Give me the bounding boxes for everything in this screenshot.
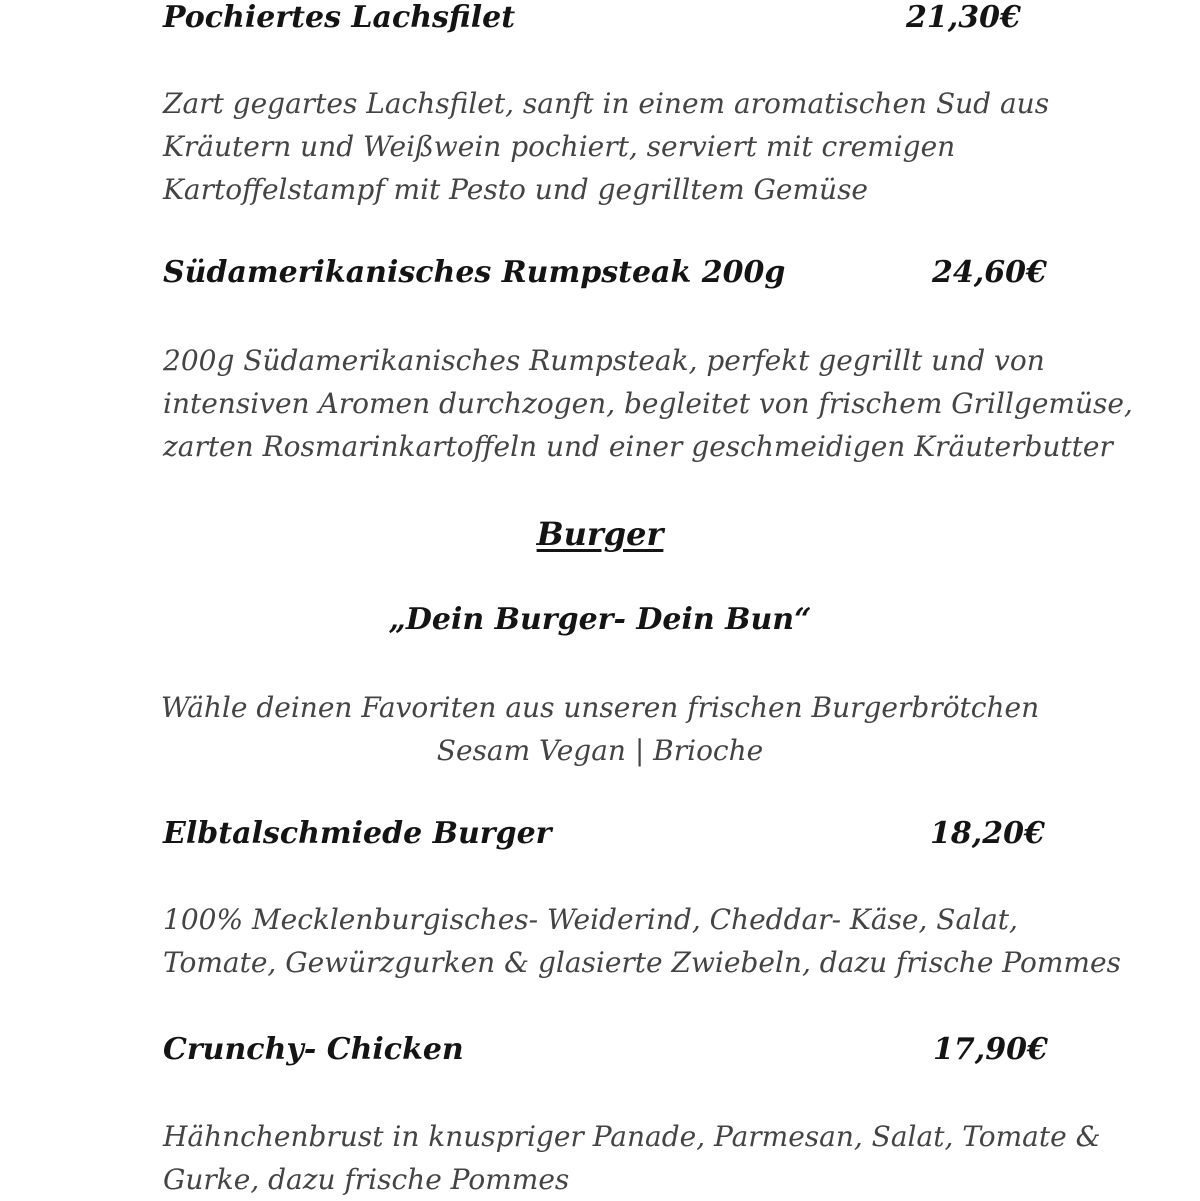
dish-price-lachsfilet: 21,30€	[906, 0, 1021, 35]
dish-description-rumpsteak	[163, 339, 1133, 468]
section-tagline: „Dein Burger- Dein Bun“	[388, 602, 812, 637]
description-line: Hähnchenbrust in knuspriger Panade, Parmesan, Salat, Tomate &	[163, 1120, 1101, 1153]
dish-price-elbtalschmiede-burger: 18,20€	[930, 816, 1045, 851]
dish-title-elbtalschmiede-burger: Elbtalschmiede Burger	[163, 816, 552, 851]
description-line: 200g Südamerikanisches Rumpsteak, perfekt gegrillt und von	[163, 344, 1045, 377]
description-line: Zart gegartes Lachsfilet, sanft in einem aromatischen Sud aus	[163, 87, 1050, 120]
section-heading-burger: Burger	[536, 515, 664, 553]
dish-price-rumpsteak: 24,60€	[932, 255, 1047, 290]
description-line: intensiven Aromen durchzogen, begleitet von frischem Grillgemüse,	[163, 387, 1133, 420]
dish-description-crunchy-chicken	[163, 1115, 1101, 1201]
intro-line: Sesam Vegan | Brioche	[436, 734, 764, 767]
dish-title-lachsfilet: Pochiertes Lachsfilet	[163, 0, 516, 35]
description-line: zarten Rosmarinkartoffeln und einer geschmeidigen Kräuterbutter	[163, 430, 1113, 463]
description-line: Tomate, Gewürzgurken & glasierte Zwiebeln, dazu frische Pommes	[163, 946, 1121, 979]
dish-price-crunchy-chicken: 17,90€	[933, 1032, 1048, 1067]
dish-description-elbtalschmiede-burger	[163, 898, 1121, 984]
description-line: Kartoffelstampf mit Pesto und gegrilltem Gemüse	[163, 173, 869, 206]
section-intro	[0, 686, 1200, 772]
description-line: Gurke, dazu frische Pommes	[163, 1163, 570, 1196]
description-line: Kräutern und Weißwein pochiert, serviert mit cremigen	[163, 130, 956, 163]
description-line: 100% Mecklenburgisches- Weiderind, Cheddar- Käse, Salat,	[163, 903, 1018, 936]
dish-title-rumpsteak: Südamerikanisches Rumpsteak 200g	[163, 255, 786, 290]
intro-line: Wähle deinen Favoriten aus unseren frischen Burgerbrötchen	[160, 691, 1040, 724]
dish-title-crunchy-chicken: Crunchy- Chicken	[163, 1032, 464, 1067]
dish-description-lachsfilet	[163, 82, 1049, 211]
